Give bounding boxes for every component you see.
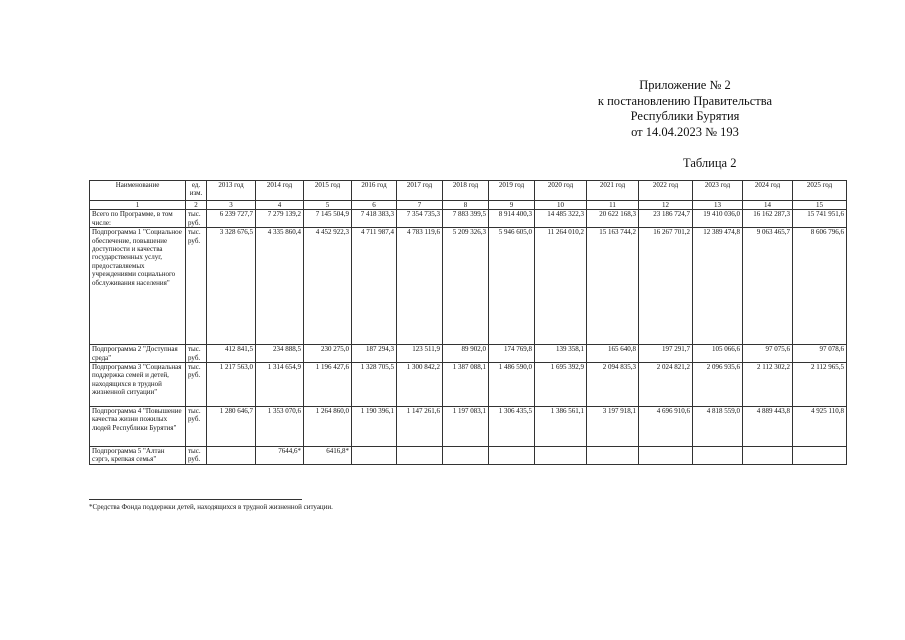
- index-cell: 8: [443, 201, 489, 210]
- value-cell: 1 387 088,1: [443, 363, 489, 407]
- value-cell: 23 186 724,7: [639, 210, 693, 228]
- value-cell: 7644,6*: [256, 447, 304, 465]
- value-cell: [793, 447, 847, 465]
- footnote: *Средства Фонда поддержки детей, находящихся в трудной жизненной ситуации.: [89, 503, 333, 511]
- value-cell: 174 769,8: [489, 345, 535, 363]
- table-row: [90, 407, 847, 447]
- value-cell: 97 078,6: [793, 345, 847, 363]
- header-cell: 2015 год: [304, 181, 352, 201]
- value-cell: 7 354 735,3: [397, 210, 443, 228]
- value-cell: 6 239 727,7: [207, 210, 256, 228]
- value-cell: 16 267 701,2: [639, 228, 693, 345]
- value-cell: 19 410 036,0: [693, 210, 743, 228]
- index-cell: 5: [304, 201, 352, 210]
- value-cell: 4 696 910,6: [639, 407, 693, 447]
- value-cell: 97 075,6: [743, 345, 793, 363]
- value-cell: 1 196 427,6: [304, 363, 352, 407]
- value-cell: 8 606 796,6: [793, 228, 847, 345]
- value-cell: 1 306 435,5: [489, 407, 535, 447]
- value-cell: 3 197 918,1: [587, 407, 639, 447]
- value-cell: 15 741 951,6: [793, 210, 847, 228]
- value-cell: 4 335 860,4: [256, 228, 304, 345]
- appendix-title: Приложение № 2: [639, 78, 731, 92]
- table-row: [90, 210, 847, 228]
- index-cell: 9: [489, 201, 535, 210]
- header-cell: ед. изм.: [186, 181, 207, 201]
- value-cell: 139 358,1: [535, 345, 587, 363]
- header-cell: 2016 год: [352, 181, 397, 201]
- value-cell: 412 841,5: [207, 345, 256, 363]
- value-cell: 1 190 396,1: [352, 407, 397, 447]
- value-cell: 89 902,0: [443, 345, 489, 363]
- value-cell: 4 452 922,3: [304, 228, 352, 345]
- table-row: [90, 447, 847, 465]
- index-cell: 12: [639, 201, 693, 210]
- value-cell: 187 294,3: [352, 345, 397, 363]
- value-cell: 2 094 835,3: [587, 363, 639, 407]
- header-cell: 2025 год: [793, 181, 847, 201]
- value-cell: [489, 447, 535, 465]
- value-cell: 1 328 705,5: [352, 363, 397, 407]
- index-cell: 11: [587, 201, 639, 210]
- value-cell: [693, 447, 743, 465]
- value-cell: [443, 447, 489, 465]
- header-cell: 2013 год: [207, 181, 256, 201]
- index-cell: 1: [90, 201, 186, 210]
- value-cell: [587, 447, 639, 465]
- table-header-row: [90, 181, 847, 201]
- value-cell: [397, 447, 443, 465]
- header-cell: 2017 год: [397, 181, 443, 201]
- value-cell: 1 314 654,9: [256, 363, 304, 407]
- value-cell: 5 209 326,3: [443, 228, 489, 345]
- value-cell: 15 163 744,2: [587, 228, 639, 345]
- appendix-date-line: от 14.04.2023 № 193: [631, 124, 739, 139]
- value-cell: 7 145 504,9: [304, 210, 352, 228]
- value-cell: 1 147 261,6: [397, 407, 443, 447]
- value-cell: 11 264 010,2: [535, 228, 587, 345]
- value-cell: 4 818 559,0: [693, 407, 743, 447]
- value-cell: 1 386 561,1: [535, 407, 587, 447]
- value-cell: 105 066,6: [693, 345, 743, 363]
- row-name: Подпрограмма 3 "Социальная поддержка семей и детей, находящихся в трудной жизненной ситуации": [90, 363, 186, 407]
- header-cell: 2021 год: [587, 181, 639, 201]
- row-unit: тыс. руб.: [186, 363, 207, 407]
- header-cell: 2014 год: [256, 181, 304, 201]
- value-cell: 3 328 676,5: [207, 228, 256, 345]
- table-row: [90, 228, 847, 345]
- value-cell: 4 711 987,4: [352, 228, 397, 345]
- value-cell: 234 888,5: [256, 345, 304, 363]
- index-cell: 14: [743, 201, 793, 210]
- index-cell: 10: [535, 201, 587, 210]
- row-name: Подпрограмма 2 "Доступная среда": [90, 345, 186, 363]
- footnote-separator: [89, 499, 302, 500]
- value-cell: 4 925 110,8: [793, 407, 847, 447]
- header-cell: 2019 год: [489, 181, 535, 201]
- value-cell: [535, 447, 587, 465]
- row-unit: тыс. руб.: [186, 228, 207, 345]
- row-unit: тыс. руб.: [186, 407, 207, 447]
- row-name: Подпрограмма 4 "Повышение качества жизни пожилых людей Республики Бурятия": [90, 407, 186, 447]
- value-cell: 5 946 605,0: [489, 228, 535, 345]
- table-row: [90, 345, 847, 363]
- column-index-row: [90, 201, 847, 210]
- table-caption: Таблица 2: [683, 156, 737, 170]
- value-cell: 2 096 935,6: [693, 363, 743, 407]
- value-cell: 165 640,8: [587, 345, 639, 363]
- index-cell: 3: [207, 201, 256, 210]
- row-unit: тыс. руб.: [186, 447, 207, 465]
- value-cell: 6416,8*: [304, 447, 352, 465]
- value-cell: 20 622 168,3: [587, 210, 639, 228]
- value-cell: 7 279 139,2: [256, 210, 304, 228]
- header-cell: 2022 год: [639, 181, 693, 201]
- row-name: Всего по Программе, в том числе:: [90, 210, 186, 228]
- value-cell: [207, 447, 256, 465]
- appendix-header: [560, 78, 810, 140]
- value-cell: 12 389 474,8: [693, 228, 743, 345]
- budget-table: [89, 180, 847, 465]
- value-cell: 1 695 392,9: [535, 363, 587, 407]
- table-row: [90, 363, 847, 407]
- header-cell: 2018 год: [443, 181, 489, 201]
- value-cell: 1 300 842,2: [397, 363, 443, 407]
- appendix-region-line: Республики Бурятия: [630, 109, 740, 123]
- value-cell: [352, 447, 397, 465]
- value-cell: 16 162 287,3: [743, 210, 793, 228]
- value-cell: 197 291,7: [639, 345, 693, 363]
- value-cell: 2 024 821,2: [639, 363, 693, 407]
- value-cell: 1 353 070,6: [256, 407, 304, 447]
- row-name: Подпрограмма 5 "Алтан сэргэ, крепкая семья": [90, 447, 186, 465]
- index-cell: 4: [256, 201, 304, 210]
- value-cell: 1 264 860,0: [304, 407, 352, 447]
- index-cell: 15: [793, 201, 847, 210]
- value-cell: 230 275,0: [304, 345, 352, 363]
- value-cell: 14 485 322,3: [535, 210, 587, 228]
- header-cell: 2024 год: [743, 181, 793, 201]
- value-cell: 123 511,9: [397, 345, 443, 363]
- value-cell: 7 883 399,5: [443, 210, 489, 228]
- appendix-resolution-line: к постановлению Правительства: [597, 93, 773, 108]
- value-cell: 8 914 400,3: [489, 210, 535, 228]
- index-cell: 13: [693, 201, 743, 210]
- value-cell: 2 112 965,5: [793, 363, 847, 407]
- row-unit: тыс. руб.: [186, 345, 207, 363]
- index-cell: 2: [186, 201, 207, 210]
- value-cell: 2 112 302,2: [743, 363, 793, 407]
- header-cell: 2023 год: [693, 181, 743, 201]
- row-unit: тыс. руб.: [186, 210, 207, 228]
- value-cell: 1 217 563,0: [207, 363, 256, 407]
- header-cell: 2020 год: [535, 181, 587, 201]
- value-cell: 4 889 443,8: [743, 407, 793, 447]
- header-cell: Наименование: [90, 181, 186, 201]
- value-cell: 1 486 590,0: [489, 363, 535, 407]
- value-cell: 9 063 465,7: [743, 228, 793, 345]
- value-cell: 7 418 383,3: [352, 210, 397, 228]
- value-cell: 1 280 646,7: [207, 407, 256, 447]
- index-cell: 7: [397, 201, 443, 210]
- value-cell: 1 197 083,1: [443, 407, 489, 447]
- value-cell: [743, 447, 793, 465]
- value-cell: 4 783 119,6: [397, 228, 443, 345]
- value-cell: [639, 447, 693, 465]
- index-cell: 6: [352, 201, 397, 210]
- row-name: Подпрограмма 1 "Социальное обеспечение, повышение доступности и качества государственных услуг, предоставляемых учреждениями социального обслуживания населения": [90, 228, 186, 345]
